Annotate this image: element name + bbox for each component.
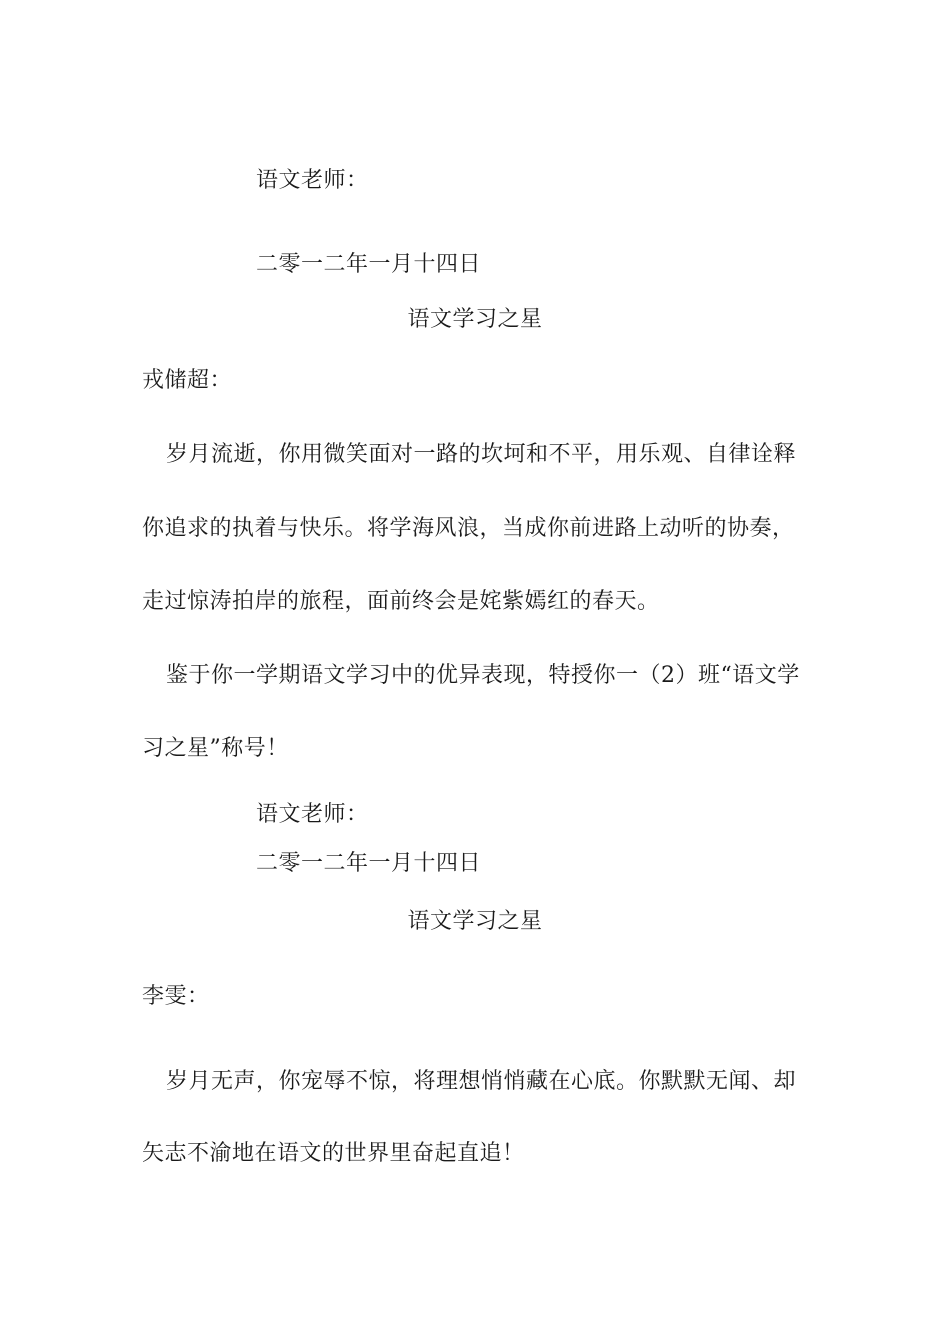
teacher-signature-label: 语文老师： xyxy=(256,802,369,827)
signature-date: 二零一二年一月十四日 xyxy=(256,252,482,277)
signature-date: 二零一二年一月十四日 xyxy=(256,851,482,876)
body-line: 走过惊涛拍岸的旅程，面前终会是姹紫嫣红的春天。 xyxy=(142,589,660,614)
recipient-name: 戎储超： xyxy=(142,368,233,393)
body-line: 习之星”称号！ xyxy=(142,736,289,761)
recipient-name: 李雯： xyxy=(142,984,210,1009)
teacher-signature-label: 语文老师： xyxy=(256,168,369,193)
body-line: 你追求的执着与快乐。将学海风浪，当成你前进路上动听的协奏， xyxy=(142,516,795,541)
certificate-title: 语文学习之星 xyxy=(407,909,543,934)
body-line: 岁月流逝，你用微笑面对一路的坎坷和不平，用乐观、自律诠释 xyxy=(166,442,797,467)
body-line: 岁月无声，你宠辱不惊，将理想悄悄藏在心底。你默默无闻、却 xyxy=(166,1069,797,1094)
certificate-title: 语文学习之星 xyxy=(407,307,543,332)
body-line: 矢志不渝地在语文的世界里奋起直追！ xyxy=(142,1141,525,1166)
body-line: 鉴于你一学期语文学习中的优异表现，特授你一（2）班“语文学 xyxy=(166,663,800,688)
